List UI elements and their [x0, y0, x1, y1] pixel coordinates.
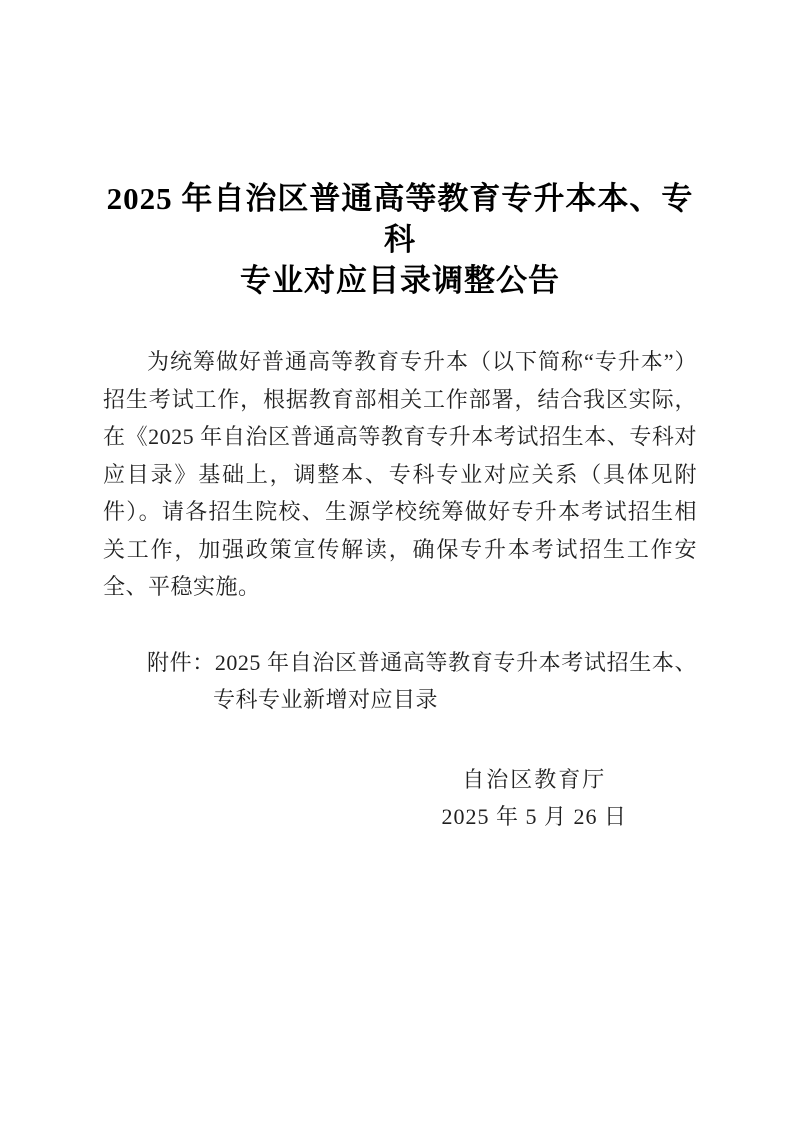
document-title-line-2: 专业对应目录调整公告 [240, 263, 560, 298]
document-title [103, 178, 697, 301]
attachment-line [103, 644, 697, 719]
signature-date: 2025 年 5 月 26 日 [441, 804, 627, 829]
signature-block [441, 761, 627, 836]
body-paragraph: 为统筹做好普通高等教育专升本（以下简称“专升本”）招生考试工作，根据教育部相关工作部署，结合我区实际，在《2025 年自治区普通高等教育专升本考试招生本、专科对应目录》基础上，调整本、专科专业对应关系（具体见附件）。请各招生院校、生源学校统筹做好专升本考试招生相关工作，加强政策宣传解读，确保专升本考试招生工作安全、平稳实施。 [103, 349, 697, 599]
document-title-line-1: 2025 年自治区普通高等教育专升本本、专科 [106, 181, 694, 257]
attachment-label: 附件： [147, 649, 215, 675]
attachment-text: 2025 年自治区普通高等教育专升本考试招生本、专科专业新增对应目录 [213, 649, 697, 712]
signature-organization: 自治区教育厅 [462, 766, 607, 792]
